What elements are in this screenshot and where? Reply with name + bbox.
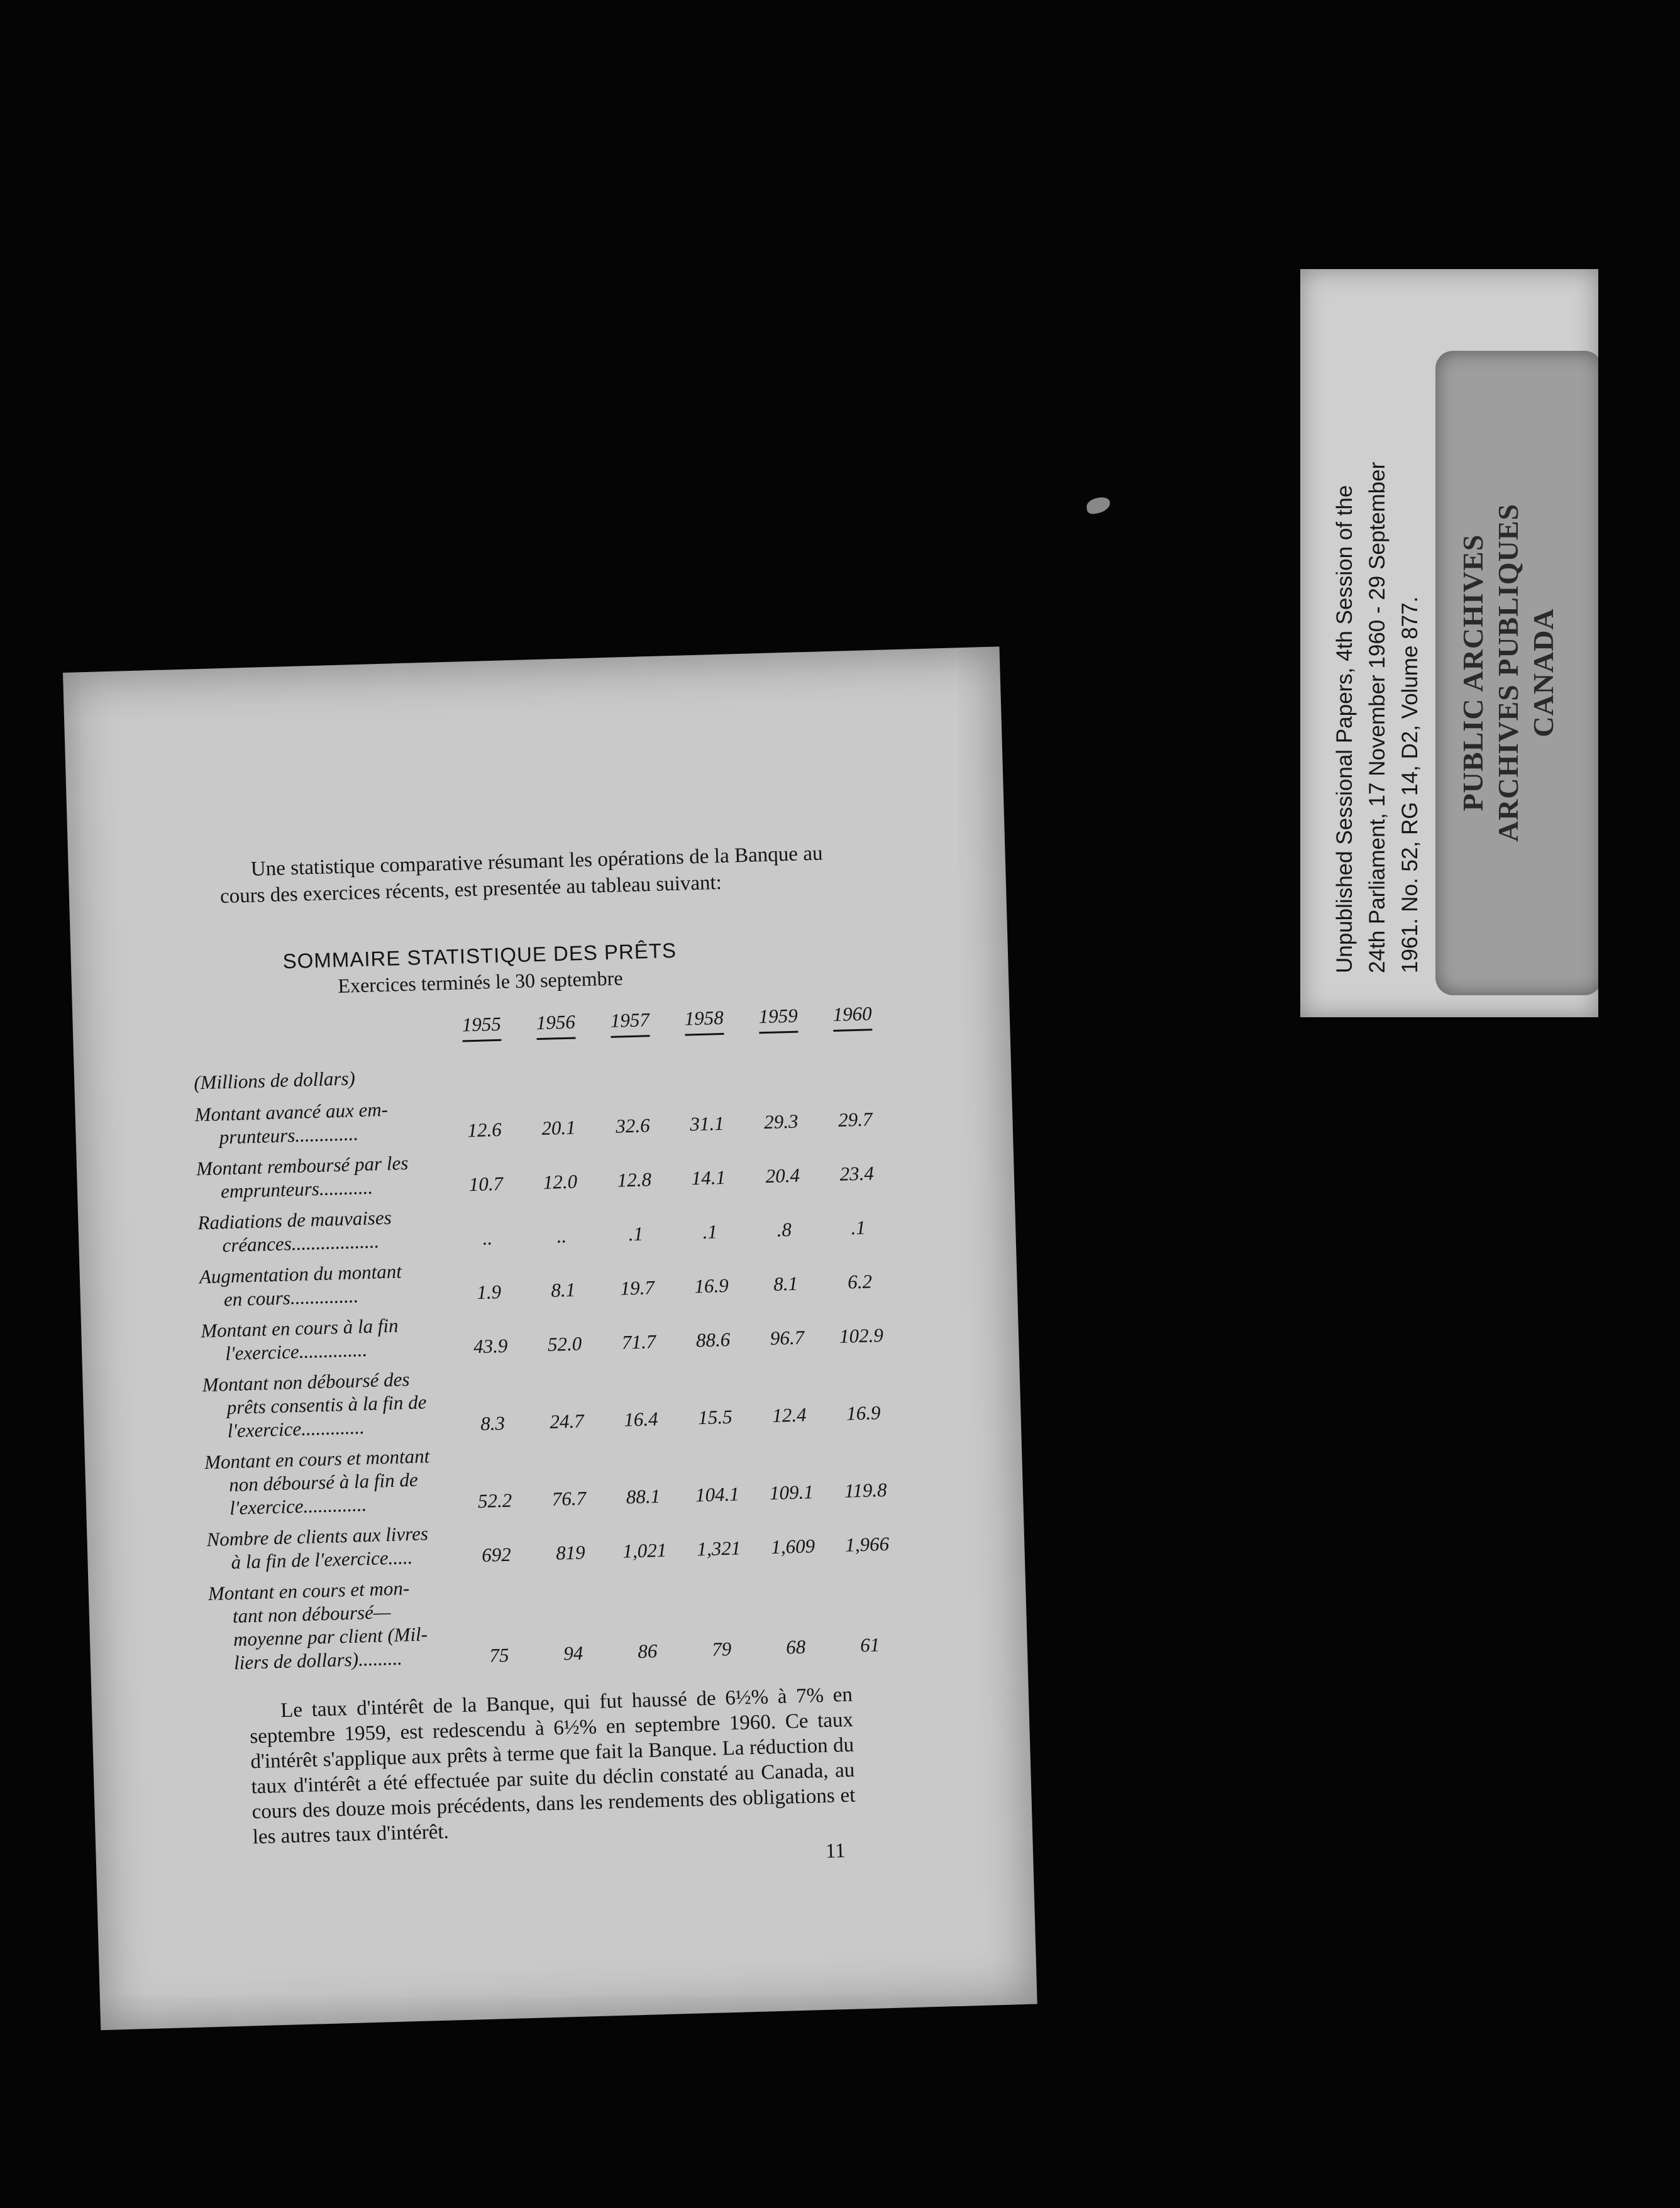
table-row [197,1191,897,1257]
table-cell: 71.7 [621,1330,656,1354]
row-label-line: Montant non déboursé des [202,1368,410,1396]
table-cell: 102.9 [839,1323,884,1347]
table-cell: 12.4 [771,1403,807,1427]
row-label [202,1366,461,1443]
table-cell: 68 [785,1635,806,1659]
table-cell: 12.8 [617,1168,652,1191]
row-label-line: Montant en cours à la fin [200,1314,399,1342]
table-cell: 79 [711,1637,732,1660]
table-cell: 23.4 [839,1162,875,1185]
table-subtitle: Exercices terminés le 30 septembre [337,966,623,997]
closing-paragraph: Le taux d'intérêt de la Banque, qui fut haussé de 6½% à 7% en septembre 1959, est redescendu à 6½% en septembre 1960. Ce taux d'intérêt s'applique aux prêts à terme que fait la Banque. La réduction du taux d'intérêt a été effectuée par suite du déclin constaté au Canada, au cours des douze mois précédents, dans les rendements des obligations et les autres taux d'intérêt. [249,1683,856,1849]
row-label-line: l'exercice.............. [224,1338,368,1365]
table-cell: 32.6 [615,1114,651,1137]
row-label-line: l'exercice............. [229,1493,367,1520]
row-label-line: l'exercice............. [227,1416,365,1442]
year-header: 1956 [536,1010,576,1034]
row-label-line: liers de dollars)......... [233,1647,403,1674]
row-label-line: emprunteurs........... [220,1176,373,1203]
table-cell: 24.7 [549,1410,585,1433]
table-row [201,1300,900,1366]
row-label-line: à la fin de l'exercice..... [231,1546,413,1574]
table-cell: .8 [776,1218,792,1241]
row-label [194,1096,453,1149]
row-label [206,1521,465,1574]
page-number: 11 [825,1839,846,1863]
archive-caption-line: Unpublished Sessional Papers, 4th Session of the [1332,485,1357,973]
row-label [199,1258,458,1311]
table-cell: 94 [563,1642,583,1665]
table-row [196,1137,895,1203]
table-cell: 96.7 [770,1326,805,1349]
table-row [194,1083,893,1149]
row-label-line: en cours.............. [223,1284,359,1311]
row-label-line: prunteurs............. [219,1122,359,1149]
year-header: 1955 [461,1012,502,1036]
row-label-line: Nombre de clients aux livres [206,1522,429,1551]
row-label [204,1443,464,1520]
dust-speck [1085,496,1112,515]
stamp-line: PUBLIC ARCHIVES [1457,534,1489,812]
table-row [204,1431,904,1520]
row-label-line: Montant remboursé par les [196,1151,409,1180]
table-cell: 6.2 [847,1270,873,1293]
archives-stamp [1435,351,1598,995]
table-cell: 1,021 [622,1538,667,1562]
table-cell: .. [556,1224,567,1247]
table-title: SOMMAIRE STATISTIQUE DES PRÊTS [282,938,677,973]
table-cell: 88.6 [695,1328,731,1352]
stamp-line: CANADA [1527,608,1559,737]
table-cell: .1 [702,1220,718,1243]
year-header: 1957 [610,1008,650,1032]
row-label-line: moyenne par client (Mil- [233,1623,428,1651]
table-cell: 75 [489,1643,509,1667]
table-row [202,1354,902,1443]
table-cell: .. [482,1227,493,1249]
document-page [63,646,1037,2030]
archive-caption-line: 1961. No. 52, RG 14, D2, Volume 877. [1398,596,1422,973]
year-header: 1960 [832,1002,873,1026]
table-cell: 692 [481,1543,512,1566]
table-cell: 12.0 [543,1170,578,1193]
table-cell: 88.1 [626,1484,661,1508]
table-cell: 16.4 [623,1408,659,1431]
row-label-line: créances.................. [222,1230,380,1257]
archive-caption-line: 24th Parliament, 17 November 1960 - 29 September [1365,461,1390,973]
table-cell: 52.0 [547,1332,582,1355]
table-cell: 819 [555,1541,586,1564]
table-cell: 43.9 [473,1334,508,1358]
table-cell: 104.1 [695,1482,740,1506]
table-cell: 119.8 [844,1478,888,1502]
row-label-line: non déboursé à la fin de [228,1468,419,1496]
table-cell: 76.7 [551,1487,587,1510]
table-cell: 31.1 [689,1112,725,1135]
table-cell: 52.2 [477,1489,512,1513]
units-label: (Millions de dollars) [193,1067,356,1094]
table-cell: 1,966 [844,1532,890,1556]
table-cell: 12.6 [467,1118,502,1142]
table-cell: 16.9 [846,1401,881,1425]
archive-caption [1329,313,1435,973]
table-cell: 109.1 [769,1481,814,1504]
row-label [207,1575,468,1675]
intro-paragraph: Une statistique comparative résumant les opérations de la Banque au cours des exercices récents, est presentée au tableau suivant: [219,842,823,908]
row-label [201,1312,460,1366]
table-cell: 8.3 [480,1411,506,1435]
table-cell: 29.7 [837,1108,873,1131]
row-label-line: Augmentation du montant [199,1260,402,1288]
row-label [196,1150,455,1203]
year-header-row [450,1002,884,1052]
table-row [206,1508,905,1574]
table-cell: 1.9 [476,1280,502,1303]
table-cell: 8.1 [550,1278,576,1301]
row-label-line: Montant en cours et montant [204,1445,430,1474]
table-cell: 10.7 [468,1172,504,1196]
table-row [207,1562,908,1675]
table-cell: 61 [859,1633,880,1657]
table-cell: 1,609 [770,1535,815,1559]
table-cell: .1 [851,1216,866,1239]
row-label-line: Radiations de mauvaises [197,1206,392,1234]
table-cell: 86 [637,1640,658,1663]
table-cell: 1,321 [696,1537,741,1560]
row-label-line: tant non déboursé— [232,1601,391,1628]
table-cell: 14.1 [691,1166,726,1190]
archive-label [1300,269,1598,1017]
row-label [197,1204,456,1257]
stamp-line: ARCHIVES PUBLIQUES [1492,503,1524,842]
table-cell: .1 [628,1222,644,1245]
year-header: 1958 [684,1006,724,1030]
table-cell: 29.3 [763,1110,799,1134]
table-cell: 20.4 [765,1164,800,1188]
statistics-table [194,1083,908,1675]
table-cell: 19.7 [620,1276,655,1300]
table-row [199,1245,898,1311]
table-cell: 16.9 [694,1274,729,1298]
row-label-line: prêts consentis à la fin de [226,1391,427,1419]
table-cell: 8.1 [773,1272,799,1295]
row-label-line: Montant en cours et mon- [207,1577,410,1605]
row-label-line: Montant avancé aux em- [194,1098,389,1126]
table-cell: 15.5 [697,1405,733,1429]
year-header: 1959 [758,1004,799,1028]
table-cell: 20.1 [541,1116,577,1140]
